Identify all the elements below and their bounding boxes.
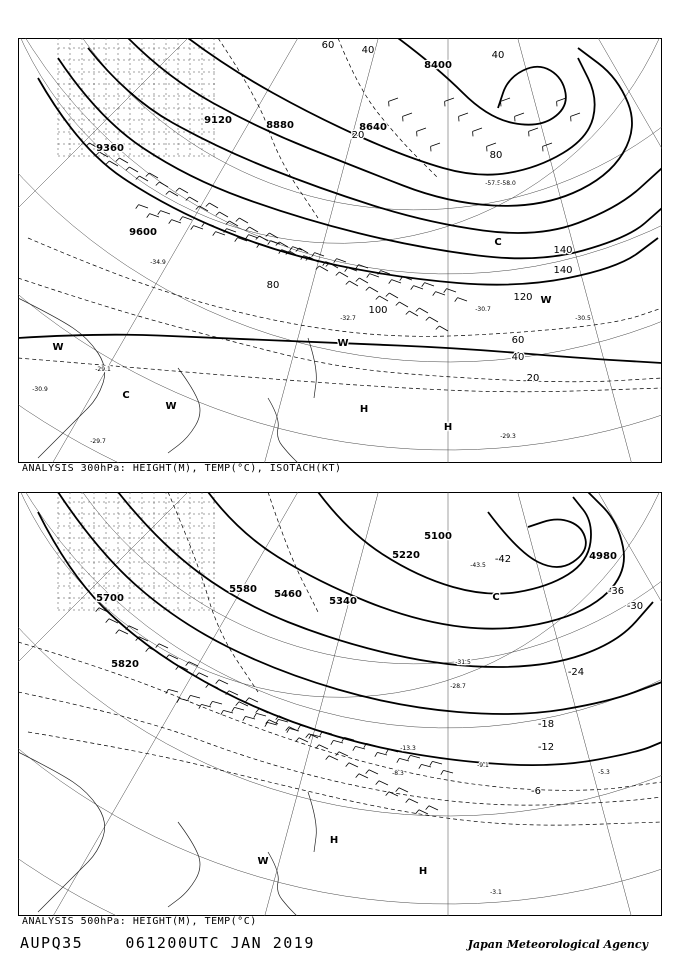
caption-500hpa: ANALYSIS 500hPa: HEIGHT(M), TEMP(°C)	[22, 916, 257, 927]
wind-barb-flag	[406, 311, 410, 315]
height-label: 5220	[392, 550, 420, 561]
wind-barb	[473, 128, 482, 131]
contour-line	[188, 38, 595, 175]
wind-barb	[179, 188, 188, 193]
wind-barb	[299, 248, 308, 253]
wind-barb	[419, 308, 428, 313]
height-label: 9360	[96, 143, 124, 154]
wind-barb	[399, 302, 408, 307]
wind-barb	[349, 281, 358, 286]
wind-barb	[359, 774, 368, 778]
caption-300hpa: ANALYSIS 300hPa: HEIGHT(M), TEMP(°C), ISOTACH(KT)	[22, 463, 342, 474]
wind-barb-flag	[426, 317, 430, 321]
wind-barb	[194, 226, 203, 229]
temperature-label: -31.5	[455, 659, 471, 666]
coastline-segment	[18, 298, 105, 458]
wind-barb-flag	[416, 308, 420, 312]
wind-barb-flag	[346, 281, 350, 285]
map-300hpa	[18, 38, 662, 463]
wind-barb	[571, 113, 580, 116]
wind-barb-flag	[158, 211, 161, 215]
wind-barb	[543, 143, 552, 146]
wind-barb	[139, 176, 148, 181]
wind-barb	[399, 758, 409, 761]
contour-line	[398, 38, 566, 125]
pressure-center-mark: W	[540, 295, 552, 306]
wind-barb	[249, 227, 258, 232]
wind-barb-flag	[331, 740, 334, 744]
wind-barb	[389, 293, 398, 298]
agency-name: Japan Meteorological Agency	[467, 938, 648, 951]
wind-barb	[458, 298, 467, 301]
isotach-label: 80	[266, 280, 280, 291]
wind-barb-flag	[306, 734, 309, 738]
wind-barb-flag	[375, 752, 378, 756]
coastline-segment	[18, 752, 105, 912]
contour-line	[88, 48, 662, 233]
wind-barb	[329, 756, 338, 760]
wind-barb-flag	[256, 709, 259, 713]
isotach-label: 60	[511, 335, 525, 346]
temperature-label: -30.5	[575, 315, 591, 322]
wind-barb	[403, 113, 412, 116]
wind-barb	[269, 233, 278, 238]
wind-barb	[349, 763, 358, 767]
wind-barb	[370, 274, 379, 277]
contour-line	[338, 38, 438, 178]
wind-barb-flag	[236, 218, 240, 222]
wind-barb-flag	[326, 756, 329, 760]
wind-barb-flag	[396, 302, 400, 306]
wind-barb	[431, 143, 440, 146]
wind-barb-flag	[188, 695, 191, 699]
pressure-center-mark: H	[329, 835, 339, 846]
wind-barb-flag	[232, 707, 235, 711]
temperature-label: -29.3	[500, 433, 516, 440]
temperature-label: -3.1	[490, 889, 502, 896]
isotach-label: 100	[368, 305, 388, 316]
wind-barb	[557, 98, 566, 101]
wind-barb	[159, 644, 168, 648]
isotach-label: 120	[513, 292, 533, 303]
longitude-line	[18, 492, 271, 916]
wind-barb	[436, 292, 445, 295]
wind-barb-flag	[199, 704, 202, 708]
contour-line	[38, 512, 662, 765]
wind-barb-flag	[146, 648, 149, 652]
longitude-line	[189, 38, 383, 463]
wind-barb	[487, 143, 496, 146]
height-label: 5700	[96, 593, 124, 604]
wind-barb-flag	[298, 725, 301, 729]
wind-barb	[399, 788, 408, 792]
wind-barb	[150, 214, 159, 217]
wind-barb-flag	[430, 761, 433, 765]
wind-barb	[339, 752, 348, 756]
wind-barb	[379, 781, 388, 785]
pressure-center-mark: H	[418, 866, 428, 877]
longitude-line	[625, 492, 662, 916]
wind-barb-flag	[386, 293, 390, 297]
wind-barb	[414, 286, 423, 289]
wind-barb	[249, 235, 258, 238]
wind-barb	[119, 630, 128, 634]
wind-barb-flag	[254, 713, 257, 717]
pressure-center-mark: H	[443, 422, 453, 433]
height-label: 5580	[229, 584, 257, 595]
longitude-line	[573, 38, 662, 463]
wind-barb	[199, 673, 208, 677]
isotach-label: 80	[489, 150, 503, 161]
wind-barb	[339, 272, 348, 277]
isotherm-label: -18	[537, 719, 555, 730]
wind-barb	[189, 197, 198, 202]
wind-barb	[223, 710, 233, 713]
wind-barb	[179, 698, 189, 701]
wind-barb	[369, 770, 378, 774]
product-id: AUPQ35	[20, 934, 84, 952]
wind-barb-flag	[246, 235, 249, 239]
wind-barb-flag	[441, 770, 444, 774]
temperature-label: -30.9	[32, 386, 48, 393]
latitude-line	[18, 398, 662, 463]
contour-line	[18, 358, 662, 392]
wind-barb-flag	[176, 188, 180, 192]
chart-labels	[32, 40, 591, 445]
height-label: 9600	[129, 227, 157, 238]
wind-barb	[369, 287, 378, 292]
wind-barb	[109, 161, 118, 166]
wind-barb-flag	[416, 810, 419, 814]
coastline-segment	[308, 338, 316, 398]
isotach-label: 140	[553, 245, 573, 256]
wind-barb-flag	[191, 226, 194, 230]
wind-barb	[172, 220, 181, 223]
wind-barb-flag	[366, 287, 370, 291]
wind-barb	[421, 764, 431, 767]
coastline-segment	[168, 822, 200, 907]
wind-barb	[410, 755, 420, 758]
wind-barb-flag	[202, 223, 205, 227]
wind-barb-flag	[236, 702, 239, 706]
wind-barb	[245, 716, 255, 719]
pressure-center-mark: C	[492, 592, 500, 603]
wind-barb-flag	[213, 232, 216, 236]
temperature-label: -30.7	[475, 306, 491, 313]
height-label: 4980	[589, 551, 617, 562]
wind-barb-flag	[216, 680, 219, 684]
wind-barb-flag	[408, 755, 411, 759]
wind-barb	[201, 704, 211, 707]
wind-barb-flag	[356, 265, 359, 269]
wind-barb-flag	[206, 203, 210, 207]
contour-line	[118, 492, 653, 667]
coastline-segment	[268, 852, 298, 916]
wind-barb-flag	[146, 173, 150, 177]
wind-barb	[256, 713, 266, 716]
temperature-label: -5.3	[598, 769, 610, 776]
temperature-label: -57.5	[485, 180, 501, 187]
wind-barb-flag	[346, 763, 349, 767]
chart-300hpa	[18, 38, 662, 463]
wind-barb	[409, 799, 418, 803]
isotherm-label: -36	[607, 586, 625, 597]
wind-barb	[119, 158, 128, 163]
latitude-line	[18, 38, 662, 243]
wind-barb-flag	[336, 272, 340, 276]
temperature-label: -9.1	[477, 762, 489, 769]
temperature-label: -13.3	[400, 745, 416, 752]
wind-barb	[445, 98, 454, 101]
wind-barb-flag	[433, 292, 436, 296]
wind-barb	[379, 296, 388, 301]
wind-barb-flag	[426, 806, 429, 810]
wind-barb-flag	[116, 630, 119, 634]
wind-barb-flag	[246, 227, 250, 231]
wind-barb	[515, 113, 524, 116]
wind-barb	[209, 203, 218, 208]
wind-barb-flag	[367, 274, 370, 278]
wind-barb	[319, 266, 328, 271]
temperature-label: -32.7	[340, 315, 356, 322]
isotach-label: 20	[526, 373, 540, 384]
wind-barb-flag	[196, 673, 199, 677]
wind-barb	[219, 212, 228, 217]
wind-barb-flag	[316, 266, 320, 270]
wind-barb-flag	[126, 167, 130, 171]
wind-barb-flag	[166, 689, 169, 693]
wind-barb	[234, 707, 244, 710]
contour-line	[28, 732, 662, 825]
wind-barb	[212, 701, 222, 704]
longitude-line	[625, 38, 662, 463]
wind-barb-flag	[156, 182, 160, 186]
wind-barb	[219, 680, 228, 684]
wind-barb-flag	[455, 298, 458, 302]
contour-line	[18, 278, 662, 382]
wind-barb	[429, 317, 438, 322]
height-label: 8400	[424, 60, 452, 71]
valid-time: 061200UTC JAN 2019	[125, 934, 315, 952]
isotherm-label: -30	[626, 601, 644, 612]
wind-barb-flag	[290, 247, 293, 251]
wind-barb-flag	[210, 701, 213, 705]
wind-barb	[439, 326, 448, 331]
wind-barb-flag	[397, 758, 400, 762]
product-code	[20, 934, 315, 952]
coastline	[18, 298, 316, 463]
wind-barb	[299, 738, 308, 742]
pressure-center-mark: H	[359, 404, 369, 415]
wind-barb-flag	[96, 608, 99, 612]
map-500hpa	[18, 492, 662, 916]
isotherm-label: -12	[537, 742, 555, 753]
temperature-label: -43.5	[470, 562, 486, 569]
height-label: 5340	[329, 596, 357, 607]
wind-barb-flag	[268, 241, 271, 245]
height-label: 8880	[266, 120, 294, 131]
wind-barb-flag	[169, 220, 172, 224]
wind-barb-flag	[436, 326, 440, 330]
wind-barb	[419, 810, 428, 814]
coastline-segment	[268, 398, 298, 463]
wind-barb-flag	[389, 280, 392, 284]
wind-barb-flag	[216, 212, 220, 216]
wind-barb	[249, 698, 258, 702]
wind-barb-flag	[309, 734, 312, 738]
wind-barb	[409, 311, 418, 316]
wind-barb-flag	[353, 746, 356, 750]
wind-barb-flag	[422, 283, 425, 287]
wind-barb	[429, 806, 438, 810]
isotach-label: 40	[511, 352, 525, 363]
wind-barb	[417, 128, 426, 131]
pressure-center-mark: W	[257, 856, 269, 867]
height-label: 5460	[274, 589, 302, 600]
wind-barb-flag	[206, 684, 209, 688]
wind-barb-flag	[106, 619, 109, 623]
contour-line	[318, 492, 591, 594]
isotach-label: 60	[321, 40, 335, 51]
isotherm-label: -42	[494, 554, 512, 565]
wind-barb	[239, 218, 248, 223]
temperature-label: -8.3	[392, 770, 404, 777]
wind-barb	[259, 236, 268, 241]
wind-barb-flag	[276, 719, 279, 723]
pressure-center-mark: W	[337, 338, 349, 349]
graticule	[18, 492, 662, 916]
isotach-label: 40	[361, 45, 375, 56]
wind-barb-flag	[116, 158, 120, 162]
temperature-label: -29.1	[95, 366, 111, 373]
pressure-center-mark: W	[165, 401, 177, 412]
longitude-line	[513, 38, 662, 463]
wind-barb	[529, 128, 538, 131]
wind-barb-flag	[345, 268, 348, 272]
temperature-label: -34.9	[150, 259, 166, 266]
temperature-label: -29.7	[90, 438, 106, 445]
wind-barb	[159, 182, 168, 187]
pressure-center-mark: C	[494, 237, 502, 248]
wind-barb-flag	[312, 253, 315, 257]
wind-barb-flag	[406, 799, 409, 803]
contour-line	[58, 492, 662, 714]
height-label: 9120	[204, 115, 232, 126]
wind-barb	[425, 283, 434, 286]
wind-barb-flag	[136, 205, 139, 209]
temperature-label: -28.7	[450, 683, 466, 690]
latitude-line	[18, 852, 662, 916]
wind-barb	[168, 689, 178, 692]
longitude-line	[189, 492, 383, 916]
wind-barb	[199, 206, 208, 211]
pressure-center-mark: W	[52, 342, 64, 353]
wind-barb	[139, 205, 148, 208]
height-label: 5100	[424, 531, 452, 542]
wind-barb	[315, 253, 324, 256]
latitude-line	[18, 286, 662, 450]
wind-barb	[190, 695, 200, 698]
wind-barb-flag	[147, 214, 150, 218]
wind-barb	[377, 752, 387, 755]
wind-barb-flag	[366, 770, 369, 774]
wind-barb-flag	[243, 716, 246, 720]
wind-barb-flag	[180, 217, 183, 221]
wind-barb	[389, 792, 398, 796]
wind-barb	[227, 229, 236, 232]
wind-barb-flag	[444, 289, 447, 293]
isotach-label: 20	[351, 130, 365, 141]
wind-barb	[216, 232, 225, 235]
wind-barb-flag	[296, 738, 299, 742]
latitude-line	[18, 38, 662, 210]
wind-barb	[392, 280, 401, 283]
wind-barb	[161, 211, 170, 214]
isotherm-label: -6	[531, 786, 541, 797]
height-label: 8640	[359, 122, 387, 133]
coastline-segment	[308, 792, 316, 852]
wind-barb-flag	[376, 296, 380, 300]
wind-barb-flag	[411, 286, 414, 290]
longitude-line	[18, 38, 271, 463]
wind-barb-flag	[166, 191, 170, 195]
coastline	[18, 752, 316, 916]
temperature-label: -58.0	[500, 180, 516, 187]
map-frame	[19, 493, 662, 916]
wind-barb-flag	[356, 278, 360, 282]
wind-barb-flag	[386, 749, 389, 753]
wind-barb-flag	[221, 710, 224, 714]
wind-barb-flag	[235, 238, 238, 242]
wind-barb	[355, 746, 365, 749]
wind-barb-flag	[376, 781, 379, 785]
wind-barbs	[86, 98, 580, 331]
wind-barb-flag	[396, 788, 399, 792]
wind-barb	[432, 761, 442, 764]
pressure-center-mark: C	[122, 390, 130, 401]
chart-500hpa	[18, 492, 662, 916]
wind-barb	[389, 98, 398, 101]
height-label: 5820	[111, 659, 139, 670]
wind-barb-flag	[386, 792, 389, 796]
wind-barb	[359, 278, 368, 283]
wind-barb	[459, 113, 468, 116]
wind-barb	[333, 740, 343, 743]
wind-barb-flag	[246, 698, 249, 702]
isotherm-label: -24	[567, 667, 585, 678]
wind-barb-flag	[419, 764, 422, 768]
wind-barb-flag	[356, 774, 359, 778]
wind-barb	[129, 167, 138, 172]
wind-barb	[319, 745, 328, 749]
isotach-label: 140	[553, 265, 573, 276]
isotach-label: 40	[491, 50, 505, 61]
wind-barb-flag	[106, 161, 110, 165]
